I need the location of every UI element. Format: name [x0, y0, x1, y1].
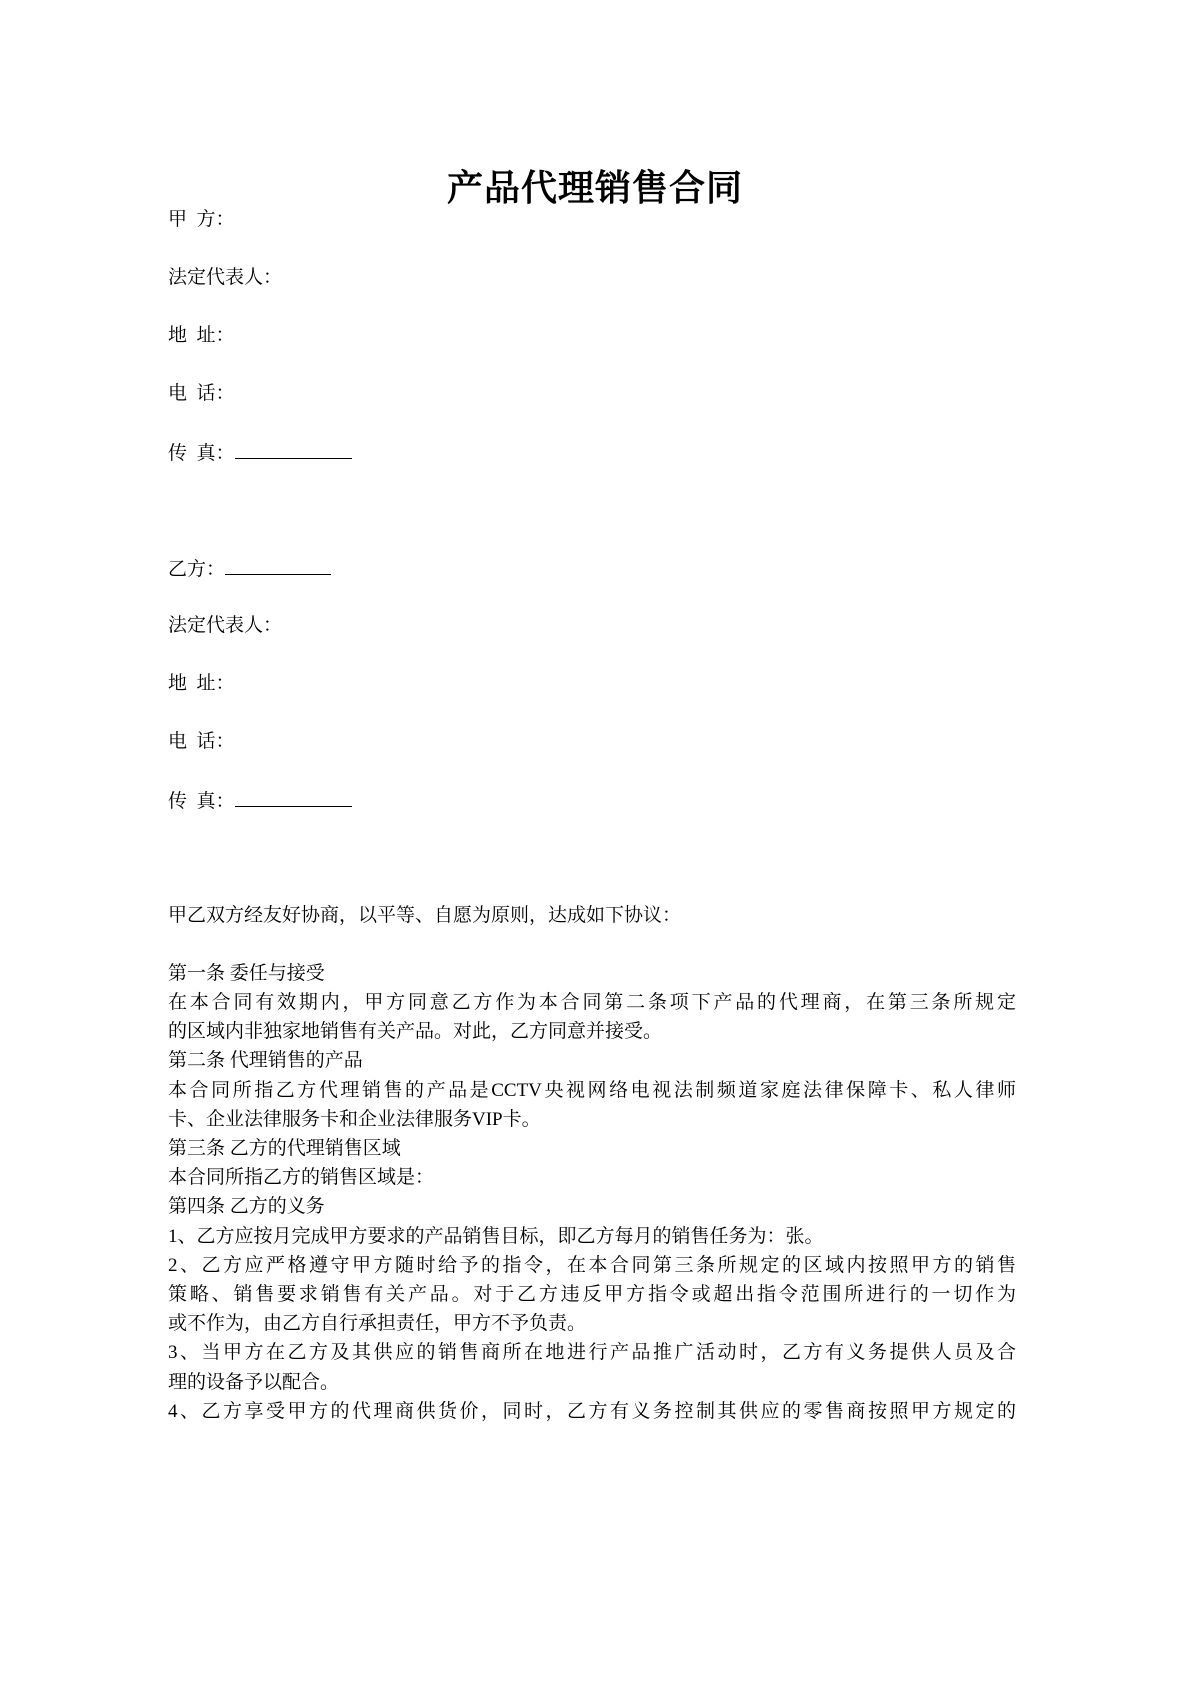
body-line: 2、乙方应严格遵守甲方随时给予的指令，在本合同第三条所规定的区域内按照甲方的销售	[168, 1255, 1016, 1276]
party-b-fax-label: 传 真：	[168, 791, 235, 812]
article-4-heading: 第四条 乙方的义务	[168, 1196, 325, 1217]
body-line: 策略、销售要求销售有关产品。对于乙方违反甲方指令或超出指令范围所进行的一切作为	[168, 1284, 1016, 1305]
party-a-name-label: 甲 方：	[168, 209, 235, 230]
party-a-rep-label: 法定代表人：	[168, 267, 283, 288]
party-a-fax-label: 传 真：	[168, 443, 235, 464]
party-b-rep-label: 法定代表人：	[168, 615, 283, 636]
party-b-phone-label: 电 话：	[168, 731, 235, 752]
party-a-phone-label: 电 话：	[168, 383, 235, 404]
article-3-heading: 第三条 乙方的代理销售区域	[168, 1138, 401, 1159]
body-line: 本合同所指乙方代理销售的产品是CCTV央视网络电视法制频道家庭法律保障卡、私人律师	[168, 1080, 1016, 1101]
body-line: 在本合同有效期内，甲方同意乙方作为本合同第二条项下产品的代理商，在第三条所规定	[168, 992, 1016, 1013]
body-line: 4、乙方享受甲方的代理商供货价，同时，乙方有义务控制其供应的零售商按照甲方规定的	[168, 1401, 1016, 1422]
body-line: 本合同所指乙方的销售区域是：	[168, 1167, 435, 1188]
party-a-fax-blank[interactable]	[235, 440, 352, 459]
body-line: 的区域内非独家地销售有关产品。对此，乙方同意并接受。	[168, 1021, 663, 1042]
party-b-name-row	[168, 556, 331, 582]
body-line: 卡、企业法律服务卡和企业法律服务VIP卡。	[168, 1109, 541, 1130]
document-title: 产品代理销售合同	[446, 168, 743, 208]
party-b-fax-row	[168, 788, 352, 814]
party-b-name-blank[interactable]	[225, 556, 331, 575]
party-b-address-label: 地 址：	[168, 673, 235, 694]
body-line: 或不作为，由乙方自行承担责任，甲方不予负责。	[168, 1313, 587, 1334]
body-line: 3、当甲方在乙方及其供应的销售商所在地进行产品推广活动时，乙方有义务提供人员及合	[168, 1342, 1016, 1363]
article-2-heading: 第二条 代理销售的产品	[168, 1050, 363, 1071]
article-1-heading: 第一条 委任与接受	[168, 963, 325, 984]
intro-paragraph: 甲乙双方经友好协商，以平等、自愿为原则，达成如下协议：	[168, 905, 682, 926]
body-line: 理的设备予以配合。	[168, 1372, 340, 1393]
party-a-address-label: 地 址：	[168, 325, 235, 346]
party-b-fax-blank[interactable]	[235, 788, 352, 807]
party-b-name-label: 乙方：	[168, 559, 226, 580]
party-a-fax-row	[168, 440, 352, 466]
body-line: 1、乙方应按月完成甲方要求的产品销售目标，即乙方每月的销售任务为：张。	[168, 1226, 824, 1247]
